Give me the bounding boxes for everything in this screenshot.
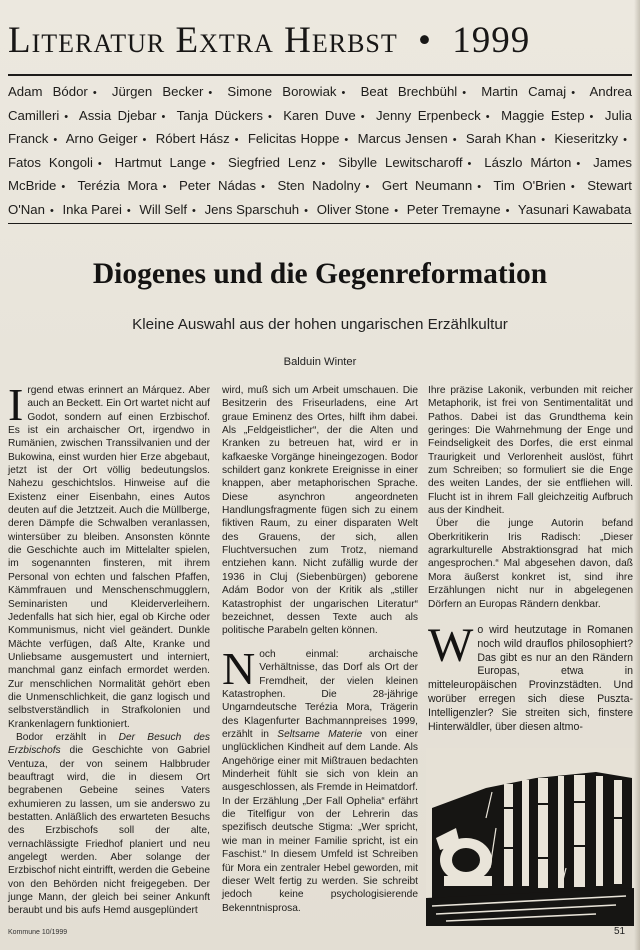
column-2-paragraph-1: wird, muß sich um Arbeit umschauen. Die Besitzerin des Friseurladens, eine Art graue Eminenz des Ortes, hilft ihm dabei. Als „Feldgeistlicher“, der die Alten und Kranken zu betreuen hat, wird er in kafkaeske Vorgänge hineingezogen. Bodor schildert ganz konkrete Ereignisse in einer knappen, aber metaphorischen Sprache. Diese asynchron angeordneten Handlungsfragmente fügen sich zu einem fiktiven Raum, zu einer disparaten Welt des Grauens, der sich, allen Fluchtversuchen zum Trotz, niemand entziehen kann. Nicht zufällig wurde der 1936 in Cluj (Siebenbürgen) geborene Adám Bodor von der Kritik als „stiller Katastrophist der ungarischen Literatur“ bezeichnet, dessen Texte auch als politische Parabeln gelten können.: [222, 385, 418, 637]
column-2-paragraph-2: [222, 643, 418, 915]
bullet-separator: •: [64, 110, 69, 123]
bullet-separator: •: [208, 87, 213, 99]
drop-cap: N: [222, 643, 256, 694]
masthead: [8, 22, 632, 59]
column-1-paragraph-2: [8, 731, 210, 918]
article-column-3-section-2: [428, 619, 633, 734]
article-subtitle: Kleine Auswahl aus der hohen ungarischen Erzählkultur: [132, 316, 508, 333]
bullet-separator: •: [92, 87, 97, 99]
author-name: Terézia Mora: [77, 178, 158, 194]
author-name: Peter Nádas: [178, 178, 257, 194]
author-name: Jürgen Becker: [111, 84, 204, 99]
footer-source: Kommune 10/1999: [8, 929, 68, 936]
bullet-separator: •: [623, 134, 628, 147]
bullet-separator: •: [576, 157, 581, 170]
column-3-text-3: o wird heutzutage in Romanen noch wild drauflos philosophiert? Das gibt es nur an den Rändern Europas, etwa in mitteleuropäischen Provinzstädten. Und worüber erregen sich diese Puszta-Intelligenzler? Sie streiten sich, finstere Hinterwäldler, über diesen altmo-: [428, 624, 633, 733]
author-name: Adam Bódor: [8, 84, 88, 99]
bullet-separator: •: [571, 87, 576, 99]
bullet-separator: •: [360, 110, 365, 123]
author-name: Arno Geiger: [65, 131, 138, 147]
bullet-separator: •: [570, 181, 575, 194]
column-2-text-2a: och einmal: archaische Verhältnisse, das Dorf als Ort der Fremdheit, der vielen kleinen Katastrophen. Die 28-jährige Ungarndeutsche Terézia Mora, Trägerin des Klagenfurter Bachmannpreises 1999, erzählt in: [222, 649, 418, 741]
bullet-separator: •: [321, 157, 326, 170]
author-name: Róbert Hász: [155, 131, 230, 147]
bullet-separator: •: [97, 157, 102, 170]
column-1-text-2a: Bodor erzählt in: [16, 731, 119, 743]
column-3-paragraph-3: [428, 619, 633, 734]
author-name: Gert Neumann: [381, 178, 473, 194]
bullet-separator: •: [452, 134, 457, 147]
bullet-separator: •: [192, 204, 196, 217]
bullet-separator: •: [261, 181, 265, 194]
bullet-separator: •: [341, 87, 346, 99]
bullet-separator: •: [61, 181, 66, 194]
masthead-rule: [8, 74, 632, 76]
bullet-separator: •: [462, 87, 467, 99]
bullet-separator: •: [126, 204, 131, 217]
article-column-2: [222, 384, 418, 638]
author-name: Julia Franck: [8, 107, 632, 147]
bullet-separator: •: [365, 181, 370, 194]
bullet-separator: •: [49, 204, 54, 217]
woodcut-illustration: [426, 748, 634, 926]
author-name: Sarah Khan: [465, 131, 537, 147]
bullet-separator: •: [267, 110, 272, 123]
bullet-separator: •: [541, 134, 546, 147]
author-name: Marcus Jensen: [357, 131, 448, 147]
author-name: Lászlo Márton: [484, 154, 572, 170]
author-name: Martin Camaj: [481, 84, 567, 99]
bullet-separator: •: [304, 204, 309, 217]
drop-cap: W: [428, 619, 474, 672]
author-name: Kieseritzky: [554, 131, 619, 147]
author-name: Maggie Estep: [501, 107, 585, 123]
author-name: Assia Djebar: [78, 107, 157, 123]
author-name: Felicitas Hoppe: [247, 131, 340, 147]
bullet-separator: •: [485, 110, 490, 123]
author-name: Will Self: [139, 201, 188, 217]
author-name: Jenny Erpenbeck: [376, 107, 481, 123]
author-list: [8, 81, 632, 223]
author-name: Siegfried Lenz: [227, 154, 317, 170]
author-list-rule: [8, 223, 632, 224]
masthead-year: 1999: [452, 20, 531, 61]
page-number: 51: [614, 926, 626, 937]
bullet-separator: •: [234, 134, 239, 147]
bullet-separator: •: [505, 204, 510, 217]
bullet-separator: •: [477, 181, 482, 194]
bullet-separator: •: [589, 110, 594, 123]
article-column-3: [428, 384, 633, 611]
drop-cap: I: [8, 379, 24, 430]
author-name: James McBride: [8, 154, 633, 194]
author-name: Stewart O'Nan: [8, 178, 632, 217]
bullet-separator: •: [394, 204, 399, 217]
article-byline: Balduin Winter: [283, 356, 357, 368]
author-name: Tanja Dückers: [176, 107, 263, 123]
bullet-separator: •: [161, 110, 166, 123]
article-headline: Diogenes und die Gegenreformation: [92, 258, 548, 290]
author-name: Yasunari Kawabata: [517, 201, 632, 217]
author-name: Inka Parei: [62, 201, 122, 217]
author-name: Fatos Kongoli: [8, 154, 93, 170]
author-name: Karen Duve: [283, 107, 356, 123]
author-name: Tim O'Brien: [493, 178, 566, 194]
bullet-separator: •: [467, 157, 472, 170]
book-title-seltsame-materie: Seltsame Materie: [277, 729, 363, 741]
column-3-paragraph-2: Über die junge Autorin befand Oberkritikerin Iris Radisch: „Dieser agrarkulturelle Abstraktionsgrad hat mich angesprochen.“ Mal abgesehen davon, daß Mora äußerst konkret ist, sind ihre Erzählungen nicht nur in abgelegenen Dörfern an Europas Rändern denkbar.: [428, 518, 633, 610]
author-name: Hartmut Lange: [114, 154, 207, 170]
author-name: Peter Tremayne: [406, 201, 501, 217]
author-name: Oliver Stone: [316, 201, 390, 217]
column-1-paragraph-1: [8, 379, 210, 731]
author-name: Sibylle Lewitscharoff: [338, 154, 463, 170]
article-column-1: [8, 379, 211, 918]
masthead-separator: •: [418, 20, 432, 61]
column-3-paragraph-1: Ihre präzise Lakonik, verbunden mit reicher Metaphorik, ist frei von Sentimentalität und Pathos. Dabei ist das Grundthema kein geringes: Die Wahrnehmung der Enge und Feindseligkeit des Dorfes, die erst einmal Traurigkeit und Verlorenheit auslöst, führt zum Schreiben; so formuliert sie die Enge des weiten Landes, der sie entfliehen will. Flucht ist in ihrem Fall gleichzeitig Aufbruch aus der Kindheit.: [428, 385, 633, 517]
book-title-erzbischof: Der Besuch des Erzbischofs: [8, 731, 211, 757]
bullet-separator: •: [142, 134, 147, 147]
author-name: Beat Brechbühl: [360, 84, 458, 99]
column-2-text-2b: von einer unglücklichen Kindheit auf dem Lande. Als Angehörige einer mit Mißtrauen bedachten Minderheit fühlt sie sich von klein an ausgeschlossen, als Fremde in Heimatdorf. In der Erzählung „Der Fall Ophelia“ erfährt die Titelfigur von der Lehrerin das spezifisch deutsche Stigma: „Wer spricht, wie man in meiner Familie spricht, ist ein Faschist.“ In diesem Umfeld ist Schreiben für Mora ein zentraler Hebel geworden, mit dieser Welt fertig zu werden. Sie schreibt jedoch keine psychologisierende Bekenntnisprosa.: [222, 729, 418, 914]
author-name: Sten Nadolny: [277, 178, 361, 194]
bullet-separator: •: [162, 181, 167, 194]
author-name: Simone Borowiak: [227, 84, 337, 99]
bullet-separator: •: [211, 157, 216, 170]
page-edge-shadow: [634, 0, 640, 950]
author-name: Jens Sparschuh: [204, 201, 300, 217]
bullet-separator: •: [344, 134, 349, 147]
column-1-text-1: rgend etwas erinnert an Márquez. Aber auch an Beckett. Ein Ort wartet nicht auf Godot, sondern auf einen Erzbischof. Es ist ein archaischer Ort, irgendwo in Rumänien, zwischen Transsilvanien und der Bukowina, einst wurden hier Erze abgebaut, jetzt ist der Ort völlig bedeutungslos. Nahezu geschichtslos. Hinweise auf die Existenz einer Eisenbahn, eines Autos deuten auf die Jetztzeit. Auch die Müllberge, deren Dämpfe die Schwalben veranlassen, wintersüber zu bleiben. Ansonsten könnte die Geschichte auch im Mittelalter spielen, im sogenannten finsteren, mit ihrem Personal von echten und falschen Pfaffen, Kämmfrauen und Menschenschmugglern, Seminaristen und Kleiderverleihern. Jedenfalls hat sich hier, egal ob Kirche oder Kommunismus, nicht viel geändert. Dunkle Mächte verfügen, daß Alte, Kranke und Unliebsame ausgemustert und interniert, manchmal ganz einfach ermordet werden. Zur menschlichen Normalität gehört eben die Unmenschlichkeit, die ganz logisch und selbstverständlich in Strafkolonien und Krankenlagern funktioniert.: [8, 385, 210, 730]
author-name: Andrea Camilleri: [8, 84, 633, 123]
column-1-text-2b: die Geschichte von Gabriel Ventuza, der von seinem Halbbruder beauftragt wird, die in diesem Ort begrabenen Gebeine seines Vaters exhumieren zu lassen, um sie anderswo zu bestatten. Anläßlich des erwarteten Besuchs des Erzbischofs soll der alte, vernachlässigte Friedhof planiert und neu angelegt werden. Aber solange der Erzbischof nicht eintrifft, werden die Gebeine von den Behörden nicht freigegeben. Der junge Mann, der gleich bei seiner Ankunft beraubt und bis aufs Hemd ausgeplündert: [8, 745, 210, 917]
masthead-title: Literatur Extra Herbst: [8, 20, 398, 61]
bullet-separator: •: [53, 134, 58, 147]
article-column-2-section-2: [222, 643, 418, 915]
